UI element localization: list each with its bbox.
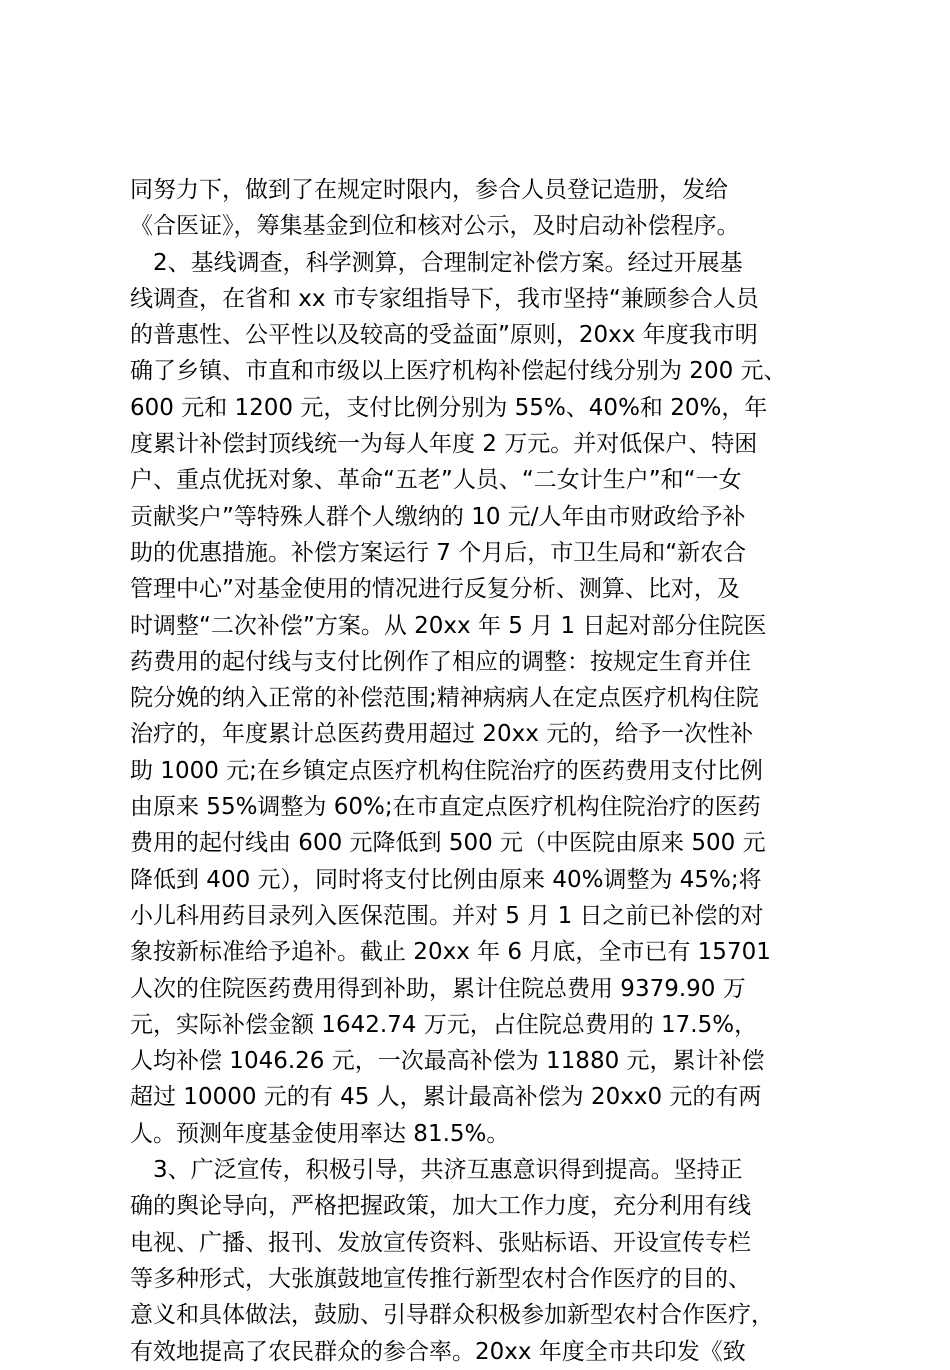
- text-line: 的普惠性、公平性以及较高的受益面”原则，20xx 年度我市明: [130, 322, 758, 349]
- text-line: 确了乡镇、市直和市级以上医疗机构补偿起付线分别为 200 元、: [130, 358, 787, 385]
- text-line: 有效地提高了农民群众的参合率。20xx 年度全市共印发《致: [130, 1338, 746, 1365]
- text-line: 由原来 55%调整为 60%;在市直定点医疗机构住院治疗的医药: [130, 794, 761, 821]
- text-line: 户、重点优抚对象、革命“五老”人员、“二女计生户”和“一女: [130, 467, 742, 494]
- paragraph-start-line: 3、广泛宣传，积极引导，共济互惠意识得到提高。坚持正: [153, 1157, 743, 1184]
- text-line: 药费用的起付线与支付比例作了相应的调整：按规定生育并住: [130, 648, 751, 675]
- text-line: 人次的住院医药费用得到补助，累计住院总费用 9379.90 万: [130, 975, 746, 1002]
- text-line: 小儿科用药目录列入医保范围。并对 5 月 1 日之前已补偿的对: [130, 902, 764, 929]
- text-line: 意义和具体做法，鼓励、引导群众积极参加新型农村合作医疗，: [130, 1302, 774, 1329]
- text-line: 降低到 400 元），同时将支付比例由原来 40%调整为 45%;将: [130, 866, 762, 893]
- text-line: 助的优惠措施。补偿方案运行 7 个月后，市卫生局和“新农合: [130, 539, 747, 566]
- text-line: 等多种形式，大张旗鼓地宣传推行新型农村合作医疗的目的、: [130, 1265, 751, 1292]
- text-line: 人。预测年度基金使用率达 81.5%。: [130, 1120, 510, 1147]
- text-line: 费用的起付线由 600 元降低到 500 元（中医院由原来 500 元: [130, 830, 766, 857]
- text-line: 同努力下，做到了在规定时限内，参合人员登记造册，发给: [130, 177, 728, 203]
- text-line: 元，实际补偿金额 1642.74 万元，占住院总费用的 17.5%，: [130, 1011, 758, 1038]
- text-line: 治疗的，年度累计总医药费用超过 20xx 元的，给予一次性补: [130, 721, 754, 748]
- text-line: 时调整“二次补偿”方案。从 20xx 年 5 月 1 日起对部分住院医: [130, 612, 767, 639]
- text-line: 象按新标准给予追补。截止 20xx 年 6 月底，全市已有 15701: [130, 939, 771, 966]
- text-line: 人均补偿 1046.26 元，一次最高补偿为 11880 元，累计补偿: [130, 1048, 765, 1075]
- text-line: 确的舆论导向，严格把握政策，加大工作力度，充分利用有线: [130, 1193, 751, 1220]
- text-line: 助 1000 元;在乡镇定点医疗机构住院治疗的医药费用支付比例: [130, 757, 763, 784]
- text-line: 600 元和 1200 元，支付比例分别为 55%、40%和 20%，年: [130, 394, 768, 421]
- text-line: 管理中心”对基金使用的情况进行反复分析、测算、比对，及: [130, 576, 740, 603]
- text-line: 院分娩的纳入正常的补偿范围;精神病病人在定点医疗机构住院: [130, 685, 759, 712]
- text-line: 贡献奖户”等特殊人群个人缴纳的 10 元/人年由市财政给予补: [130, 503, 746, 530]
- text-line: 度累计补偿封顶线统一为每人年度 2 万元。并对低保户、特困: [130, 431, 758, 458]
- text-line: 《合医证》，筹集基金到位和核对公示，及时启动补偿程序。: [130, 213, 740, 240]
- text-line: 线调查，在省和 xx 市专家组指导下，我市坚持“兼顾参合人员: [130, 285, 759, 312]
- text-line: 超过 10000 元的有 45 人，累计最高补偿为 20xx0 元的有两: [130, 1084, 762, 1111]
- document-body: [130, 172, 850, 1370]
- text-line: 电视、广播、报刊、发放宣传资料、张贴标语、开设宣传专栏: [130, 1229, 751, 1256]
- paragraph-start-line: 2、基线调查，科学测算，合理制定补偿方案。经过开展基: [153, 249, 743, 276]
